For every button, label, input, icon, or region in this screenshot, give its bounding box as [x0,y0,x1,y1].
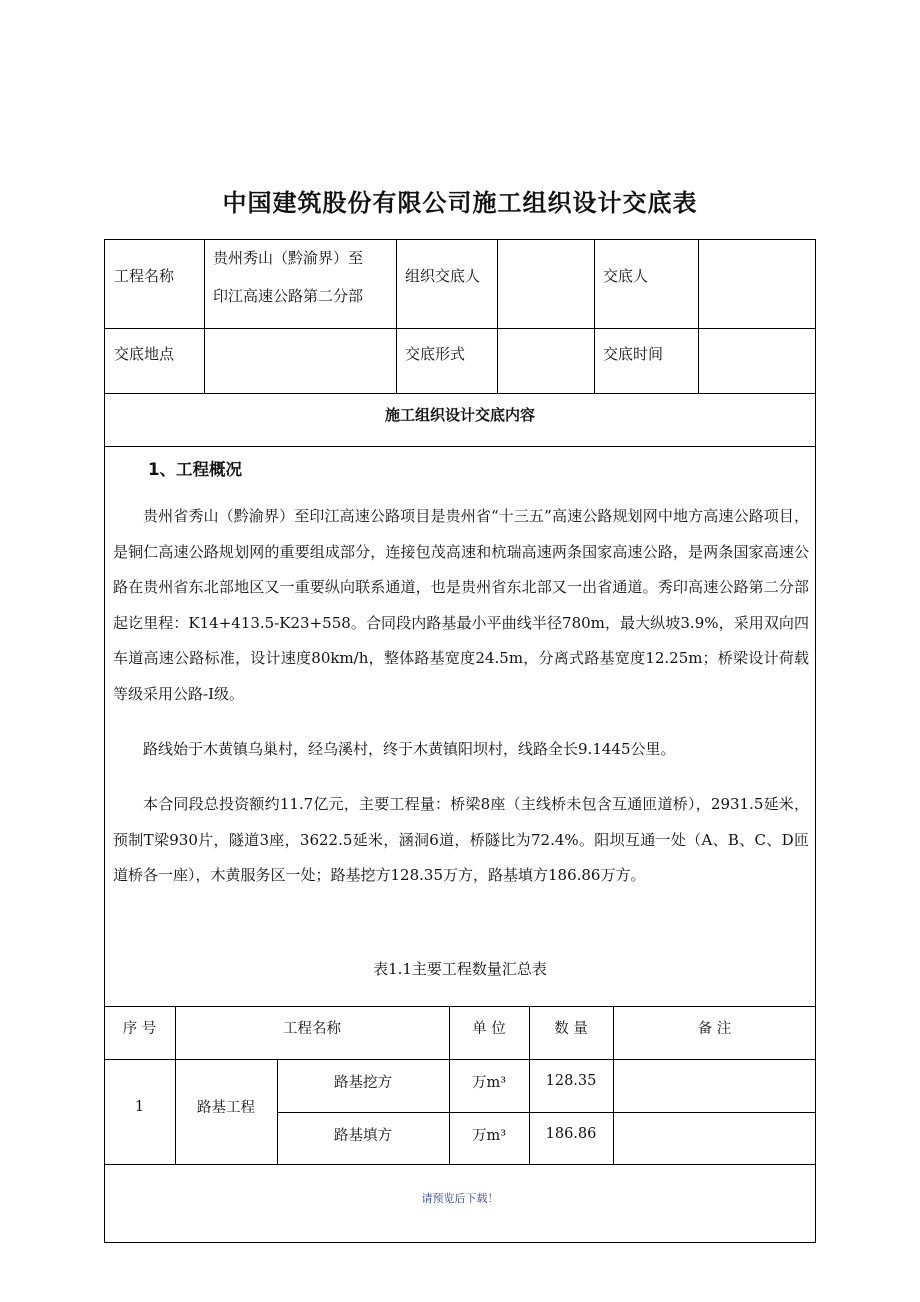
row-divider [104,328,816,329]
column-divider [594,239,595,393]
project-name-value-line1: 贵州秀山（黔渝界）至 [213,249,364,267]
organizer-label: 组织交底人 [405,267,481,285]
qty-item-name: 路基填方 [334,1128,392,1144]
column-divider [698,239,699,393]
overview-paragraph-3: 本合同段总投资额约11.7亿元，主要工程量：桥梁8座（主线桥未包含互通匝道桥），2931.5延米，预制T梁930片，隧道3座，3622.5延米，涵洞6道，桥隧比为72.4%。阳坝互通一处（A、B、C、D匝道桥各一座），木黄服务区一处；路基挖方128.35万方，路基填方186.86万方。 [113,795,809,884]
document-title: 中国建筑股份有限公司施工组织设计交底表 [222,189,698,217]
section1-heading: 1、工程概况 [148,460,242,479]
download-prompt-footer: 请预览后下载！ [421,1192,499,1205]
time-label: 交底时间 [603,345,664,363]
qty-item-name: 路基挖方 [334,1075,392,1091]
qty-header-qty: 数 量 [554,1021,588,1037]
qty-header-note: 备 注 [697,1021,732,1037]
quantity-table-caption: 表1.1主要工程数量汇总表 [373,960,547,978]
qty-table-top-border [104,1006,816,1007]
row-divider [104,393,816,394]
overview-paragraph-1: 贵州省秀山（黔渝界）至印江高速公路项目是贵州省“十三五”高速公路规划网中地方高速公路项目，是铜仁高速公路规划网的重要组成部分，连接包茂高速和杭瑞高速两条国家高速公路，是两条国家高速公路在贵州省东北部地区又一重要纵向联系通道，也是贵州省东北部又一出省通道。秀印高速公路第二分部起讫里程：K14+413.5-K23+558。合同段内路基最小平曲线半径780m，最大纵坡3.9%，采用双向四车道高速公路标准，设计速度80km/h，整体路基宽度24.5m，分离式路基宽度12.25m；桥梁设计荷载等级采用公路-Ⅰ级。 [113,507,809,703]
overview-paragraph-2: 路线始于木黄镇乌巢村，经乌溪村，终于木黄镇阳坝村，线路全长9.1445公里。 [143,740,676,758]
qty-item-unit: 万m³ [471,1128,507,1144]
qty-table-row-divider [277,1112,816,1113]
qty-header-seq: 序 号 [122,1021,157,1037]
location-label: 交底地点 [114,345,175,363]
qty-item-value: 186.86 [545,1126,597,1142]
qty-header-unit: 单 位 [472,1021,506,1037]
project-name-label: 工程名称 [114,267,175,285]
qty-table-bottom-border [104,1164,816,1165]
qty-item-unit: 万m³ [471,1075,507,1091]
qty-row-seq: 1 [134,1099,145,1115]
qty-header-name: 工程名称 [283,1021,341,1037]
format-label: 交底形式 [405,345,466,363]
section-heading: 施工组织设计交底内容 [384,406,535,424]
column-divider [497,239,498,393]
row-divider [104,446,816,447]
column-divider [204,239,205,393]
qty-item-value: 128.35 [545,1073,597,1089]
presenter-label: 交底人 [603,267,649,285]
project-name-value-line2: 印江高速公路第二分部 [213,287,364,305]
qty-table-header-divider [104,1059,816,1060]
column-divider [396,239,397,393]
qty-row-category: 路基工程 [197,1100,255,1116]
